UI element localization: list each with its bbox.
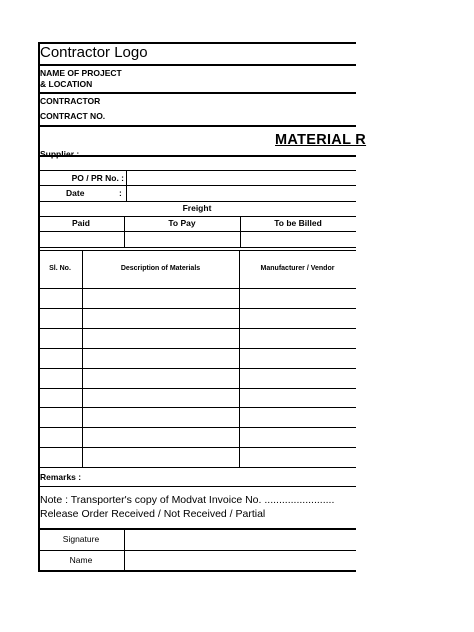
table-row[interactable] (39, 448, 355, 466)
contract-no-label: CONTRACT NO. (40, 111, 106, 121)
col-sl-no: Sl. No. (49, 265, 71, 272)
date-colon: : (119, 188, 122, 198)
contractor-logo: Contractor Logo (40, 44, 148, 61)
table-row[interactable] (39, 349, 355, 367)
table-row[interactable] (39, 428, 355, 446)
po-pr-label: PO / PR No. : (71, 173, 124, 183)
freight-title: Freight (182, 203, 212, 213)
project-label-line-2: & LOCATION (40, 79, 93, 89)
col-description: Description of Materials (120, 265, 201, 272)
freight-bottom-rule (38, 247, 356, 248)
remarks-label: Remarks : (40, 472, 82, 482)
table-row[interactable] (39, 369, 355, 387)
material-receipt-form (38, 42, 367, 572)
col-manufacturer: Manufacturer / Vendor (260, 265, 335, 272)
freight-to-be-billed-field[interactable] (241, 232, 355, 246)
signature-field[interactable] (125, 529, 355, 549)
table-row[interactable] (39, 408, 355, 426)
materials-top-rule (38, 250, 356, 251)
page-title: MATERIAL R (275, 132, 367, 148)
materials-bottom-rule (38, 467, 356, 468)
supplier-label: Supplier : (40, 149, 80, 159)
project-label-line-1: NAME OF PROJECT (40, 68, 122, 78)
freight-to-be-billed: To be Billed (274, 218, 322, 228)
remarks-bottom-rule (38, 486, 356, 487)
freight-paid-field[interactable] (39, 232, 123, 246)
contractor-label: CONTRACTOR (40, 96, 101, 106)
po-pr-field[interactable] (127, 171, 355, 185)
title-bottom-rule (38, 155, 356, 157)
contract-bottom-rule (38, 125, 356, 127)
table-row[interactable] (39, 289, 355, 307)
table-row[interactable] (39, 329, 355, 347)
name-label: Name (69, 555, 93, 565)
project-bottom-rule (38, 92, 356, 94)
release-order-note: Release Order Received / Not Received / Partial (40, 508, 266, 520)
table-row[interactable] (39, 309, 355, 327)
date-label: Date (66, 188, 85, 198)
signoff-bottom-rule (38, 570, 356, 572)
freight-paid: Paid (72, 218, 90, 228)
logo-bottom-rule (38, 64, 356, 66)
signature-label: Signature (62, 534, 100, 544)
freight-to-pay: To Pay (168, 218, 196, 228)
modvat-note: Note : Transporter's copy of Modvat Invoice No. ........................ (40, 494, 335, 506)
name-field[interactable] (125, 551, 355, 571)
freight-to-pay-field[interactable] (125, 232, 239, 246)
table-row[interactable] (39, 389, 355, 407)
date-field[interactable] (127, 186, 355, 200)
